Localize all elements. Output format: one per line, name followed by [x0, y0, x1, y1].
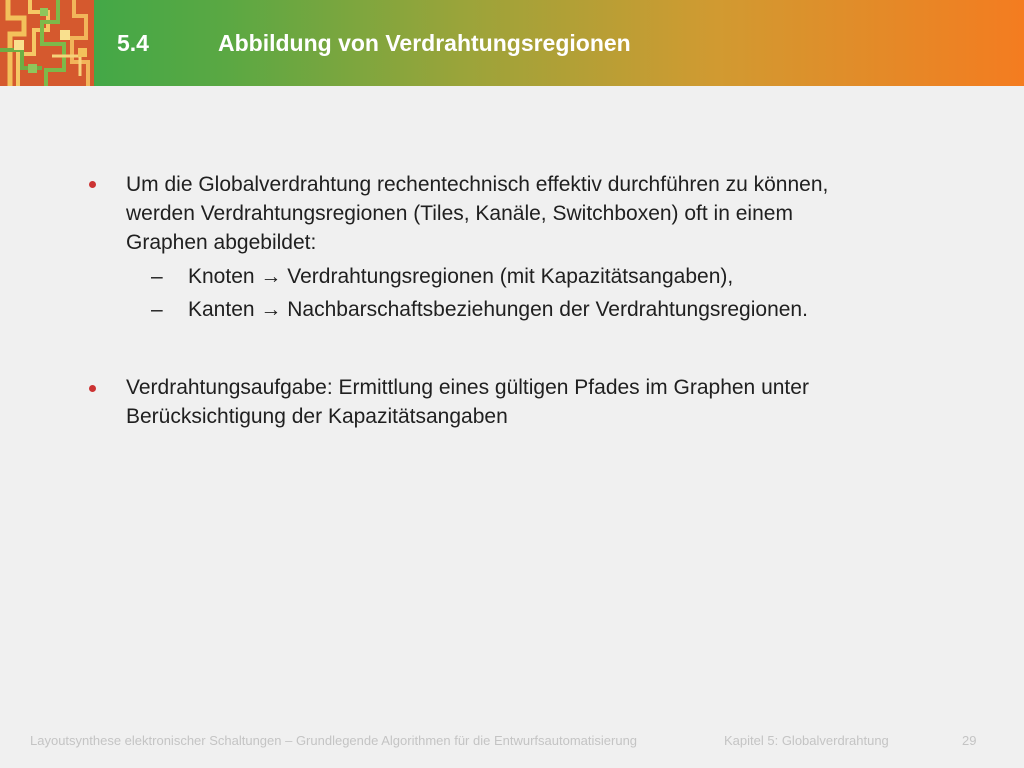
- right-arrow-icon: →: [260, 298, 282, 321]
- dash-marker: –: [151, 298, 163, 321]
- footer-chapter: Kapitel 5: Globalverdrahtung: [724, 733, 889, 748]
- bullet-dot-icon: [89, 385, 96, 392]
- section-number: 5.4: [117, 30, 149, 56]
- right-arrow-icon: →: [260, 265, 282, 288]
- sub-item-description: Nachbarschaftsbeziehungen der Verdrahtungsregionen.: [287, 298, 808, 321]
- bullet-text-line: werden Verdrahtungsregionen (Tiles, Kanäle, Switchboxen) oft in einem: [126, 202, 793, 225]
- dash-marker: –: [151, 265, 163, 288]
- bullet-text-line: Berücksichtigung der Kapazitätsangaben: [126, 405, 508, 428]
- page-number: 29: [962, 733, 977, 748]
- sub-item-description: Verdrahtungsregionen (mit Kapazitätsangaben),: [287, 265, 734, 288]
- bullet-text-line: Graphen abgebildet:: [126, 231, 317, 254]
- sub-item-text: [188, 295, 808, 324]
- page-title: Abbildung von Verdrahtungsregionen: [218, 30, 631, 56]
- bullet-text-line: Verdrahtungsaufgabe: Ermittlung eines gültigen Pfades im Graphen unter: [126, 376, 809, 399]
- bullet-dot-icon: [89, 181, 96, 188]
- sub-item-term: Kanten: [188, 298, 255, 321]
- sub-item-term: Knoten: [188, 265, 255, 288]
- bullet-text-line: Um die Globalverdrahtung rechentechnisch effektiv durchführen zu können,: [126, 173, 829, 196]
- sub-item-text: [188, 262, 733, 291]
- footer-course: Layoutsynthese elektronischer Schaltungen – Grundlegende Algorithmen für die Entwurfsautomatisierung: [30, 733, 638, 748]
